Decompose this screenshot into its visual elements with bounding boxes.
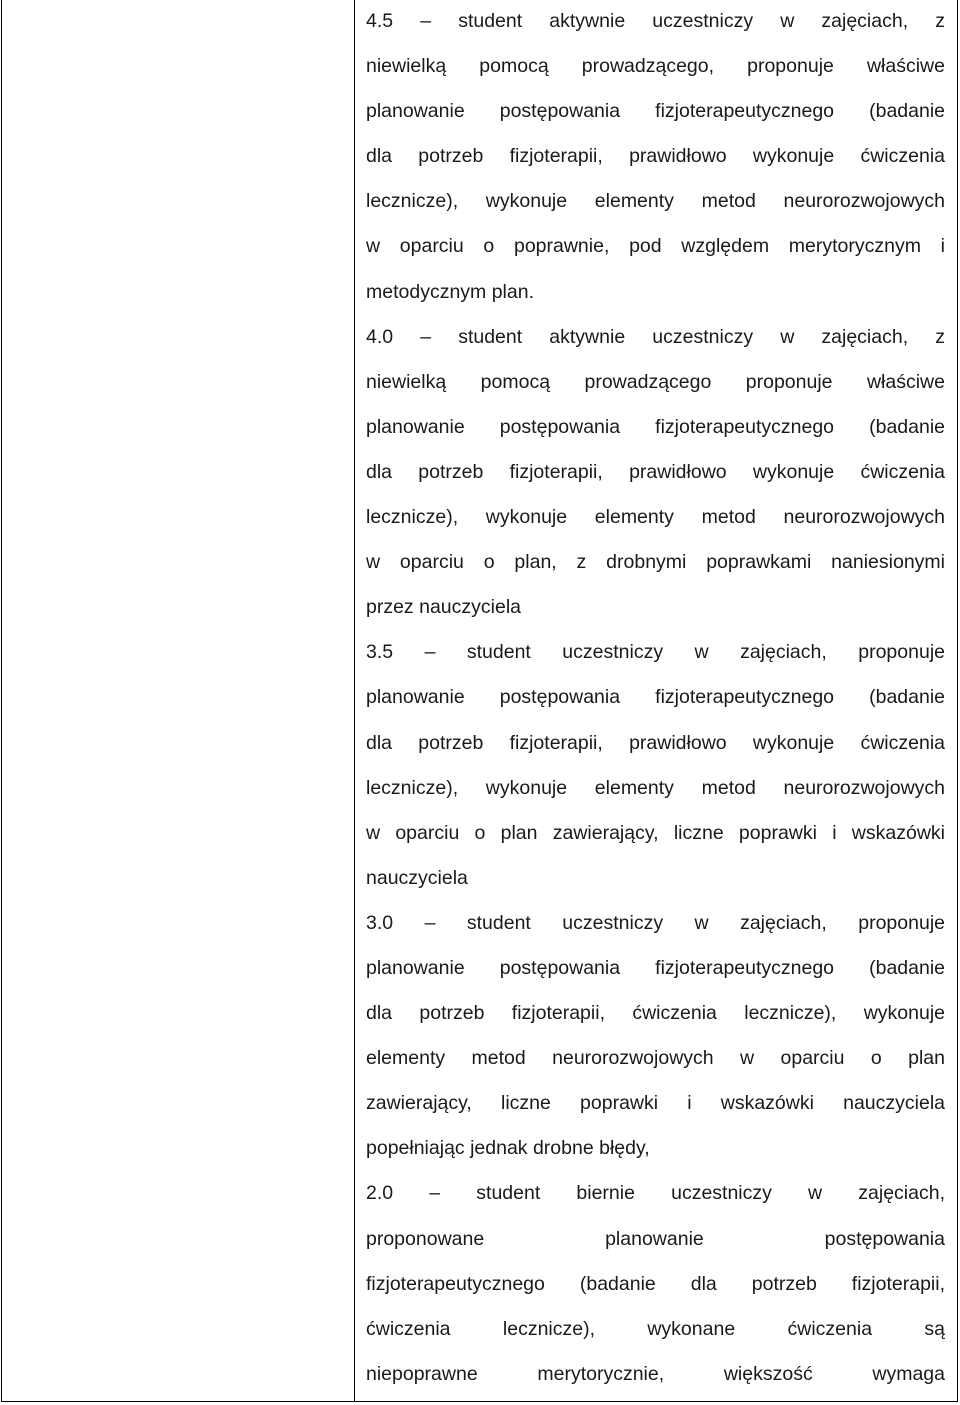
text-line: elementy metod neurorozwojowych w oparciu o plan	[366, 1047, 945, 1070]
text-line: lecznicze), wykonuje elementy metod neurorozwojowych	[366, 506, 945, 529]
text-line: 2.0 – student biernie uczestniczy w zajęciach,	[366, 1182, 945, 1205]
text-line: w oparciu o plan zawierający, liczne poprawki i wskazówki	[366, 821, 945, 844]
text-line: 3.0 – student uczestniczy w zajęciach, proponuje	[366, 911, 945, 934]
text-line: planowanie postępowania fizjoterapeutycznego (badanie	[366, 686, 945, 709]
text-line: dla potrzeb fizjoterapii, prawidłowo wykonuje ćwiczenia	[366, 731, 945, 754]
text-line: niepoprawne merytorycznie, większość wymaga	[366, 1362, 945, 1385]
grading-table	[1, 0, 958, 1402]
table-left-cell	[2, 0, 355, 1401]
text-line: planowanie postępowania fizjoterapeutycznego (badanie	[366, 956, 945, 979]
text-line: 3.5 – student uczestniczy w zajęciach, proponuje	[366, 641, 945, 664]
text-line: fizjoterapeutycznego (badanie dla potrzeb fizjoterapii,	[366, 1272, 945, 1295]
table-right-cell	[355, 0, 957, 1401]
text-line: nauczyciela	[366, 866, 468, 889]
text-line: niewielką pomocą prowadzącego proponuje właściwe	[366, 370, 945, 393]
text-line: przez nauczyciela	[366, 596, 521, 619]
text-line: dla potrzeb fizjoterapii, ćwiczenia lecznicze), wykonuje	[366, 1002, 945, 1025]
text-line: w oparciu o plan, z drobnymi poprawkami naniesionymi	[366, 551, 945, 574]
text-line: lecznicze), wykonuje elementy metod neurorozwojowych	[366, 776, 945, 799]
text-line: dla potrzeb fizjoterapii, prawidłowo wykonuje ćwiczenia	[366, 145, 945, 168]
text-line: proponowane planowanie postępowania	[366, 1227, 945, 1250]
text-line: ćwiczenia lecznicze), wykonane ćwiczenia są	[366, 1317, 945, 1340]
text-line: zawierający, liczne poprawki i wskazówki nauczyciela	[366, 1092, 945, 1115]
grade-4-5-criteria	[366, 0, 945, 315]
text-line: 4.5 – student aktywnie uczestniczy w zajęciach, z	[366, 10, 945, 32]
text-line: niewielką pomocą prowadzącego, proponuje właściwe	[366, 55, 945, 78]
text-line: 4.0 – student aktywnie uczestniczy w zajęciach, z	[366, 325, 945, 348]
grade-2-0-criteria	[366, 1171, 945, 1396]
text-line: planowanie postępowania fizjoterapeutycznego (badanie	[366, 100, 945, 123]
grade-4-0-criteria	[366, 315, 945, 631]
text-line: dla potrzeb fizjoterapii, prawidłowo wykonuje ćwiczenia	[366, 460, 945, 483]
text-line: metodycznym plan.	[366, 280, 534, 303]
text-line: popełniając jednak drobne błędy,	[366, 1137, 650, 1160]
text-line: lecznicze), wykonuje elementy metod neurorozwojowych	[366, 190, 945, 213]
text-line: planowanie postępowania fizjoterapeutycznego (badanie	[366, 415, 945, 438]
text-line: w oparciu o poprawnie, pod względem merytorycznym i	[366, 235, 945, 258]
grade-3-0-criteria	[366, 901, 945, 1172]
grade-3-5-criteria	[366, 630, 945, 901]
